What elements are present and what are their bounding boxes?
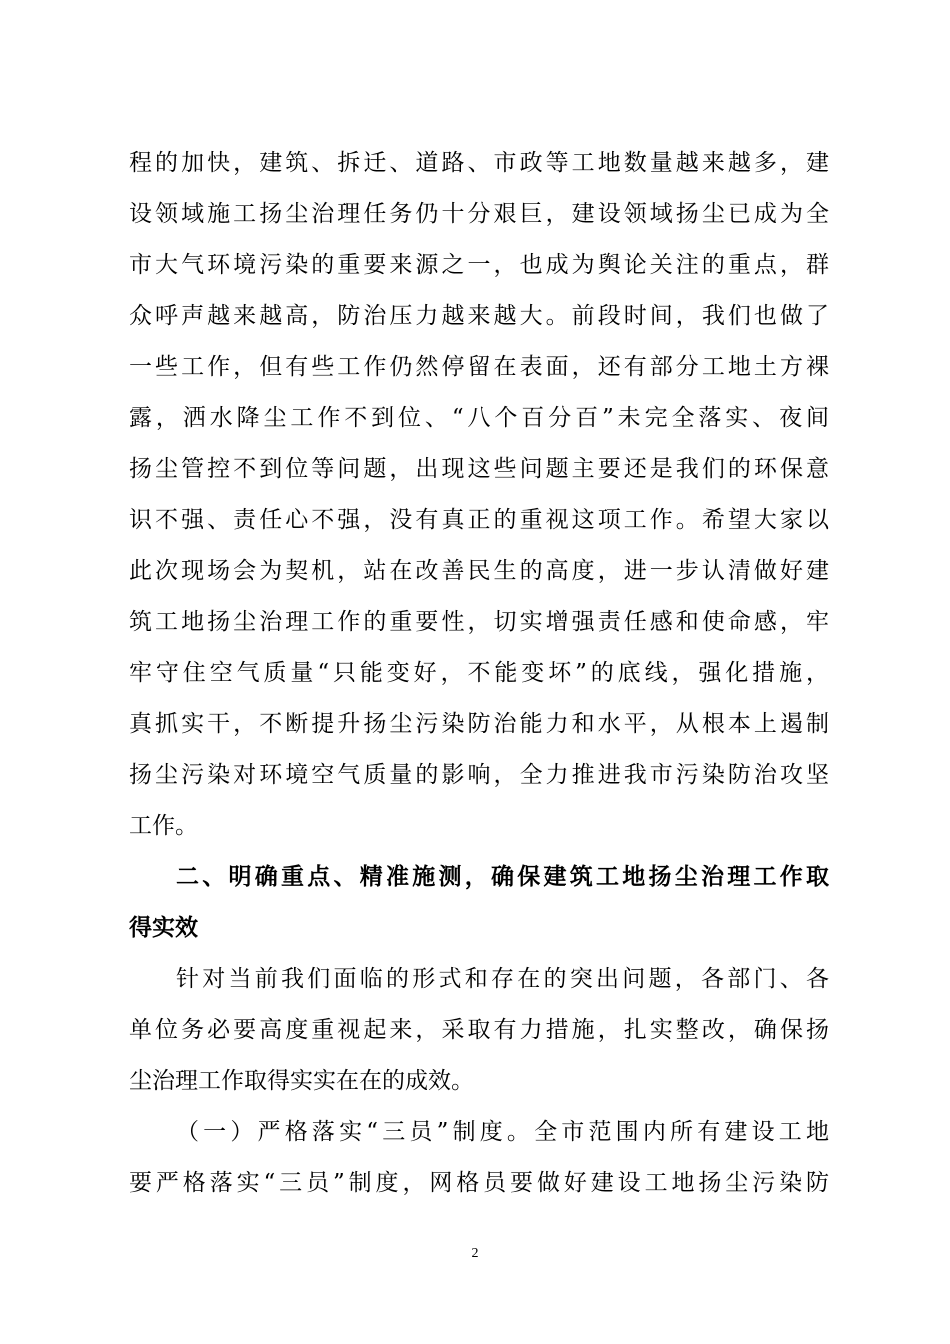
body-text-line: 针对当前我们面临的形式和存在的突出问题，各部门、各	[176, 966, 829, 992]
body-text-line: （一）严格落实“三员”制度。全市范围内所有建设工地	[176, 1119, 829, 1145]
body-text-line: 扬尘管控不到位等问题，出现这些问题主要还是我们的环保意	[129, 456, 829, 482]
page-number: 2	[471, 1246, 479, 1261]
body-text-line: 市大气环境污染的重要来源之一，也成为舆论关注的重点，群	[129, 252, 829, 278]
body-text-line: 设领域施工扬尘治理任务仍十分艰巨，建设领域扬尘已成为全	[129, 201, 829, 227]
body-text-line: 尘治理工作取得实实在在的成效。	[129, 1068, 474, 1094]
body-text-line: 露，洒水降尘工作不到位、“八个百分百”未完全落实、夜间	[129, 405, 829, 431]
body-text-line: 扬尘污染对环境空气质量的影响，全力推进我市污染防治攻坚	[129, 762, 829, 788]
body-text-line: 单位务必要高度重视起来，采取有力措施，扎实整改，确保扬	[129, 1017, 829, 1043]
body-text-line: 此次现场会为契机，站在改善民生的高度，进一步认清做好建	[129, 558, 829, 584]
body-text-line: 众呼声越来越高，防治压力越来越大。前段时间，我们也做了	[129, 303, 829, 329]
body-text-line: 牢守住空气质量“只能变好，不能变坏”的底线，强化措施，	[129, 660, 829, 686]
section-heading-line: 二、明确重点、精准施测，确保建筑工地扬尘治理工作取	[176, 864, 829, 890]
body-text-line: 真抓实干，不断提升扬尘污染防治能力和水平，从根本上遏制	[129, 711, 829, 737]
body-text-line: 筑工地扬尘治理工作的重要性，切实增强责任感和使命感，牢	[129, 609, 829, 635]
section-heading-line: 得实效	[129, 915, 198, 941]
body-text-line: 一些工作，但有些工作仍然停留在表面，还有部分工地土方裸	[129, 354, 829, 380]
body-text-line: 识不强、责任心不强，没有真正的重视这项工作。希望大家以	[129, 507, 829, 533]
body-text-line: 要严格落实“三员”制度，网格员要做好建设工地扬尘污染防	[129, 1170, 829, 1196]
body-text-line: 工作。	[129, 813, 198, 839]
body-text-line: 程的加快，建筑、拆迁、道路、市政等工地数量越来越多，建	[129, 150, 829, 176]
